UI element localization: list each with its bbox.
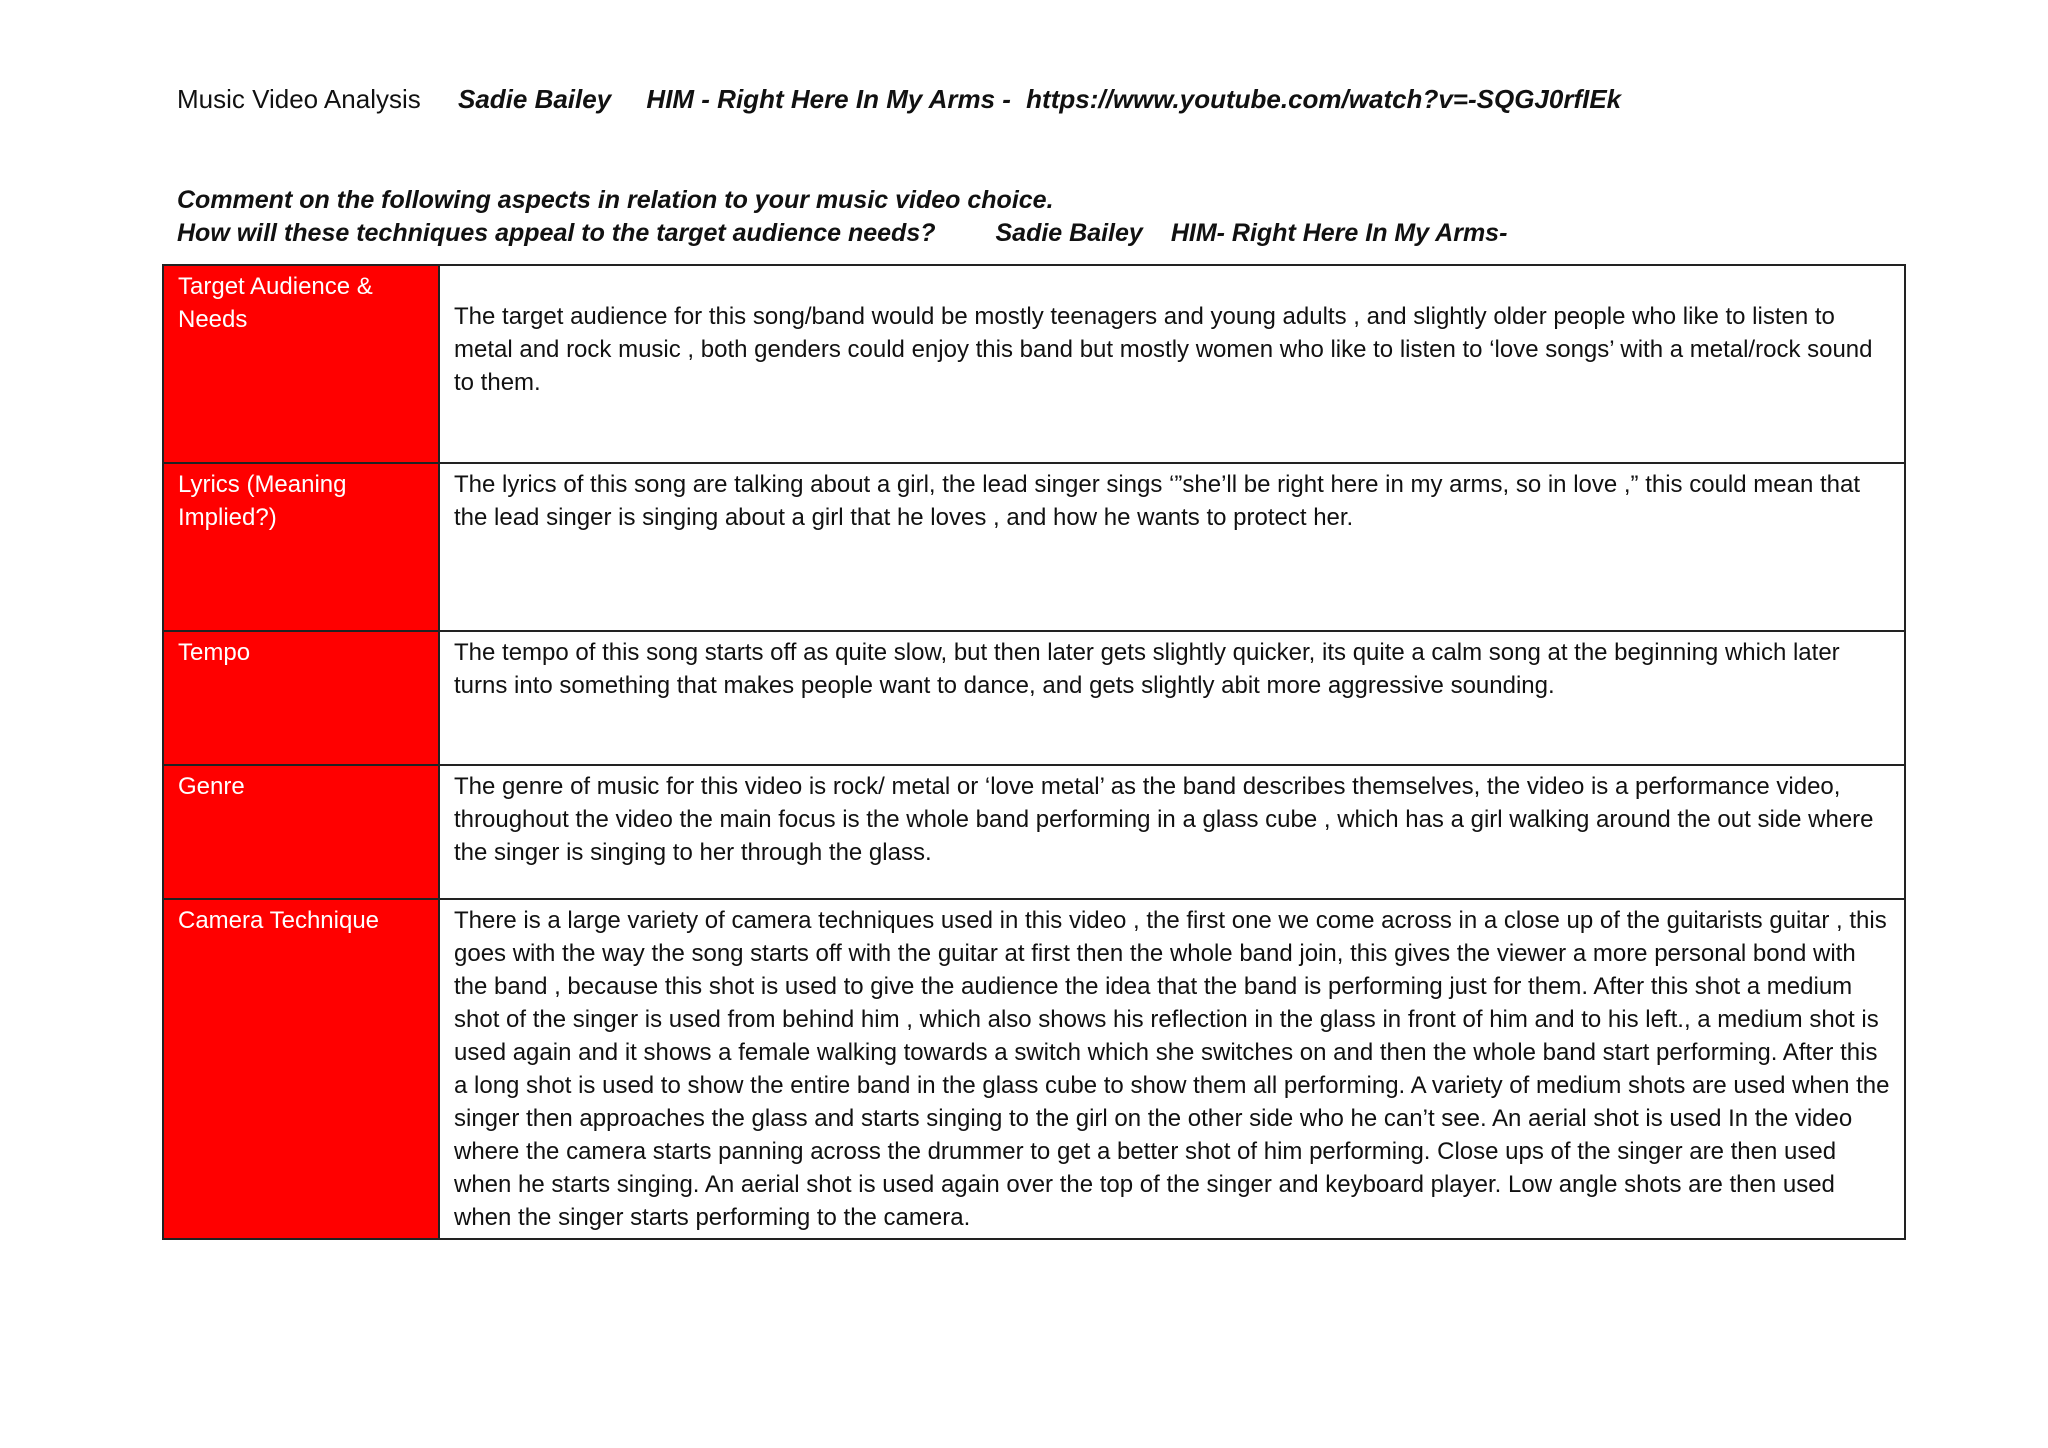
row-content-lyrics: The lyrics of this song are talking about a girl, the lead singer sings ‘”she’ll be right here in my arms, so in love ,” this could mean that the lead singer is singing about a girl that he loves , and how he wants to protect her.: [439, 463, 1905, 631]
row-content-camera-technique: There is a large variety of camera techniques used in this video , the first one we come across in a close up of the guitarists guitar , this goes with the way the song starts off with the guitar at first then the whole band join, this gives the viewer a more personal bond with the band , because this shot is used to give the audience the idea that the band is performing just for them. After this shot a medium shot of the singer is used from behind him , which also shows his reflection in the glass in front of him and to his left., a medium shot is used again and it shows a female walking towards a switch which she switches on and then the whole band start performing. After this a long shot is used to show the entire band in the glass cube to show them all performing. A variety of medium shots are used when the singer then approaches the glass and starts singing to the girl on the other side who he can’t see. An aerial shot is used In the video where the camera starts panning across the drummer to get a better shot of him performing. Close ups of the singer are then used when he starts singing. An aerial shot is used again over the top of the singer and keyboard player. Low angle shots are then used when the singer starts performing to the camera.: [439, 899, 1905, 1239]
row-label-lyrics: Lyrics (Meaning Implied?): [163, 463, 439, 631]
table-row: [163, 463, 1905, 631]
document-header: [177, 84, 1621, 115]
row-content-tempo: The tempo of this song starts off as quite slow, but then later gets slightly quicker, its quite a calm song at the beginning which later turns into something that makes people want to dance, and gets slightly abit more aggressive sounding.: [439, 631, 1905, 765]
row-label-camera-technique: Camera Technique: [163, 899, 439, 1239]
row-content-genre: The genre of music for this video is rock/ metal or ‘love metal’ as the band describes themselves, the video is a performance video, throughout the video the main focus is the whole band performing in a glass cube , which has a girl walking around the out side where the singer is singing to her through the glass.: [439, 765, 1905, 899]
author-name: Sadie Bailey: [457, 84, 612, 114]
row-content-target-audience: The target audience for this song/band would be mostly teenagers and young adults , and slightly older people who like to listen to metal and rock music , both genders could enjoy this band but mostly women who like to listen to ‘love songs’ with a metal/rock sound to them.: [439, 265, 1905, 463]
table-row: [163, 265, 1905, 463]
instructions-author: Sadie Bailey: [995, 219, 1143, 247]
table-row: [163, 765, 1905, 899]
row-label-genre: Genre: [163, 765, 439, 899]
instructions-song: HIM- Right Here In My Arms-: [1170, 219, 1508, 247]
analysis-table: [162, 264, 1906, 1240]
table-row: [163, 899, 1905, 1239]
instructions-line-1: Comment on the following aspects in relation to your music video choice.: [177, 186, 1054, 214]
instructions: [177, 184, 1507, 250]
row-label-tempo: Tempo: [163, 631, 439, 765]
video-url: https://www.youtube.com/watch?v=-SQGJ0rfIEk: [1026, 84, 1622, 114]
row-label-target-audience: Target Audience & Needs: [163, 265, 439, 463]
document-title: Music Video Analysis: [177, 84, 421, 114]
table-row: [163, 631, 1905, 765]
instructions-line-2: [177, 217, 1507, 250]
song-title: HIM - Right Here In My Arms -: [646, 84, 1011, 114]
instructions-question: How will these techniques appeal to the target audience needs?: [177, 219, 936, 247]
